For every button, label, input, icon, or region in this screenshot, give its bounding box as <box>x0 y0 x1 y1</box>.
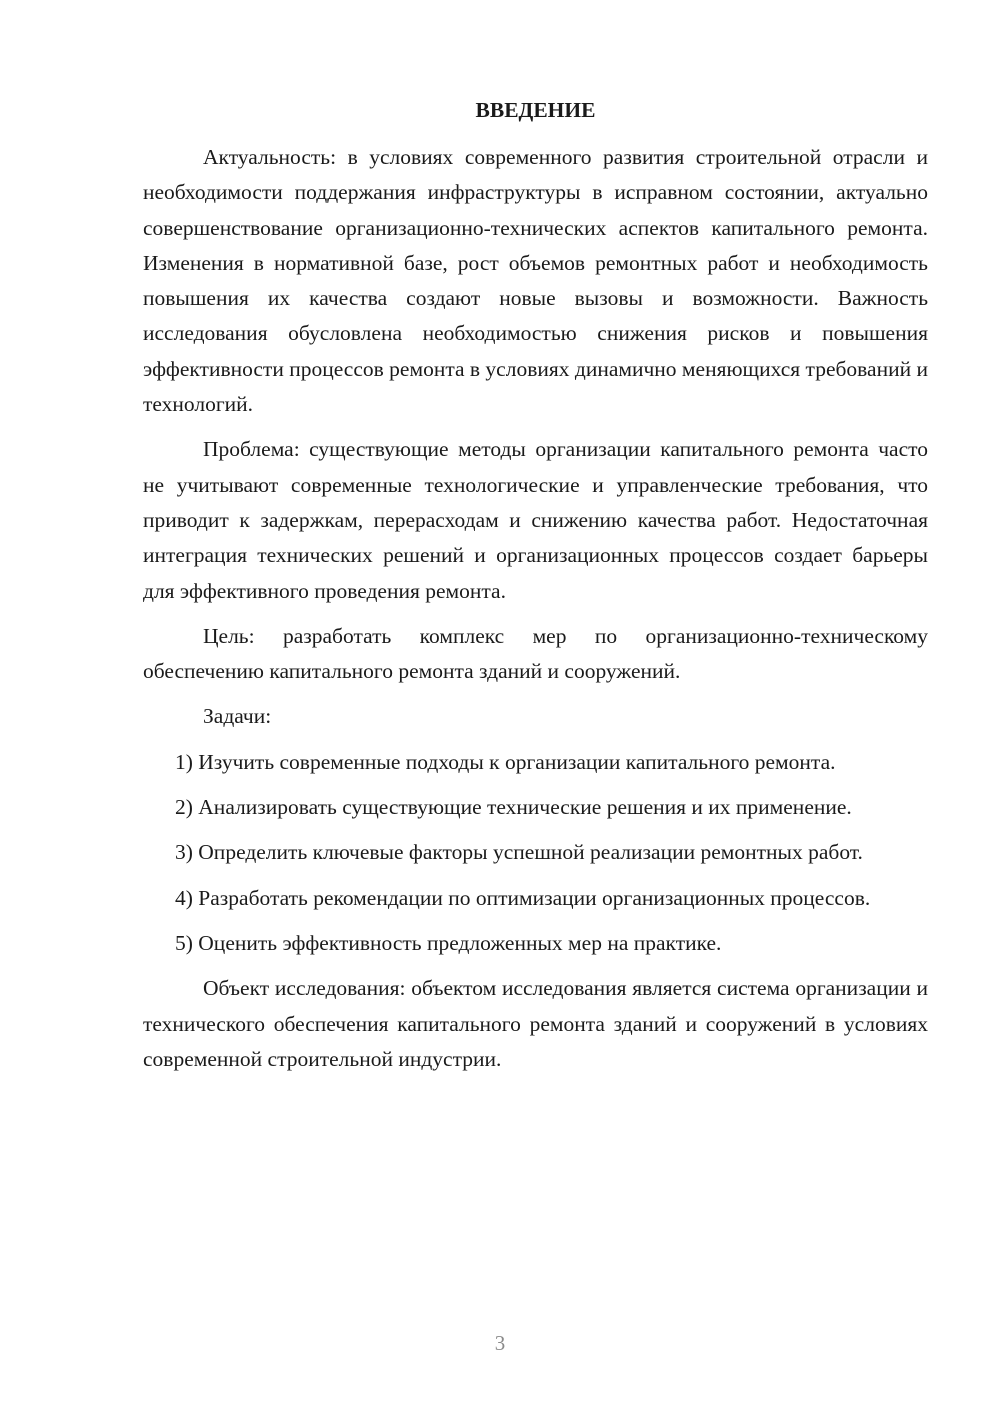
page-title: ВВЕДЕНИЕ <box>475 98 596 122</box>
paragraph-relevance: Актуальность: в условиях современного развития строительной отрасли и необходимости поддержания инфраструктуры в исправном состоянии, актуально совершенствование организационно-технических аспектов капитального ремонта. Изменения в нормативной базе, рост объемов ремонтных работ и необходимость повышения их качества создают новые вызовы и возможности. Важность исследования обусловлена необходимостью снижения рисков и повышения эффективности процессов ремонта в условиях динамично меняющихся требований и технологий. <box>143 145 928 417</box>
page-content <box>143 92 928 1087</box>
paragraph-object: Объект исследования: объектом исследования является система организации и технического обеспечения капитального ремонта зданий и сооружений в условиях современной строительной индустрии. <box>143 976 928 1071</box>
paragraph-goal: Цель: разработать комплекс мер по организационно-техническому обеспечению капитального ремонта зданий и сооружений. <box>143 623 928 684</box>
task-item-3: 3) Определить ключевые факторы успешной реализации ремонтных работ. <box>175 840 863 865</box>
task-item-1: 1) Изучить современные подходы к организации капитального ремонта. <box>175 749 836 774</box>
tasks-heading: Задачи: <box>203 704 272 729</box>
page-number: 3 <box>494 1331 506 1355</box>
task-item-5: 5) Оценить эффективность предложенных мер на практике. <box>175 930 722 955</box>
task-item-4: 4) Разработать рекомендации по оптимизации организационных процессов. <box>175 885 871 910</box>
task-item-2: 2) Анализировать существующие технические решения и их применение. <box>175 795 852 820</box>
paragraph-problem: Проблема: существующие методы организации капитального ремонта часто не учитывают современные технологические и управленческие требования, что приводит к задержкам, перерасходам и снижению качества работ. Недостаточная интеграция технических решений и организационных процессов создает барьеры для эффективного проведения ремонта. <box>143 437 928 603</box>
